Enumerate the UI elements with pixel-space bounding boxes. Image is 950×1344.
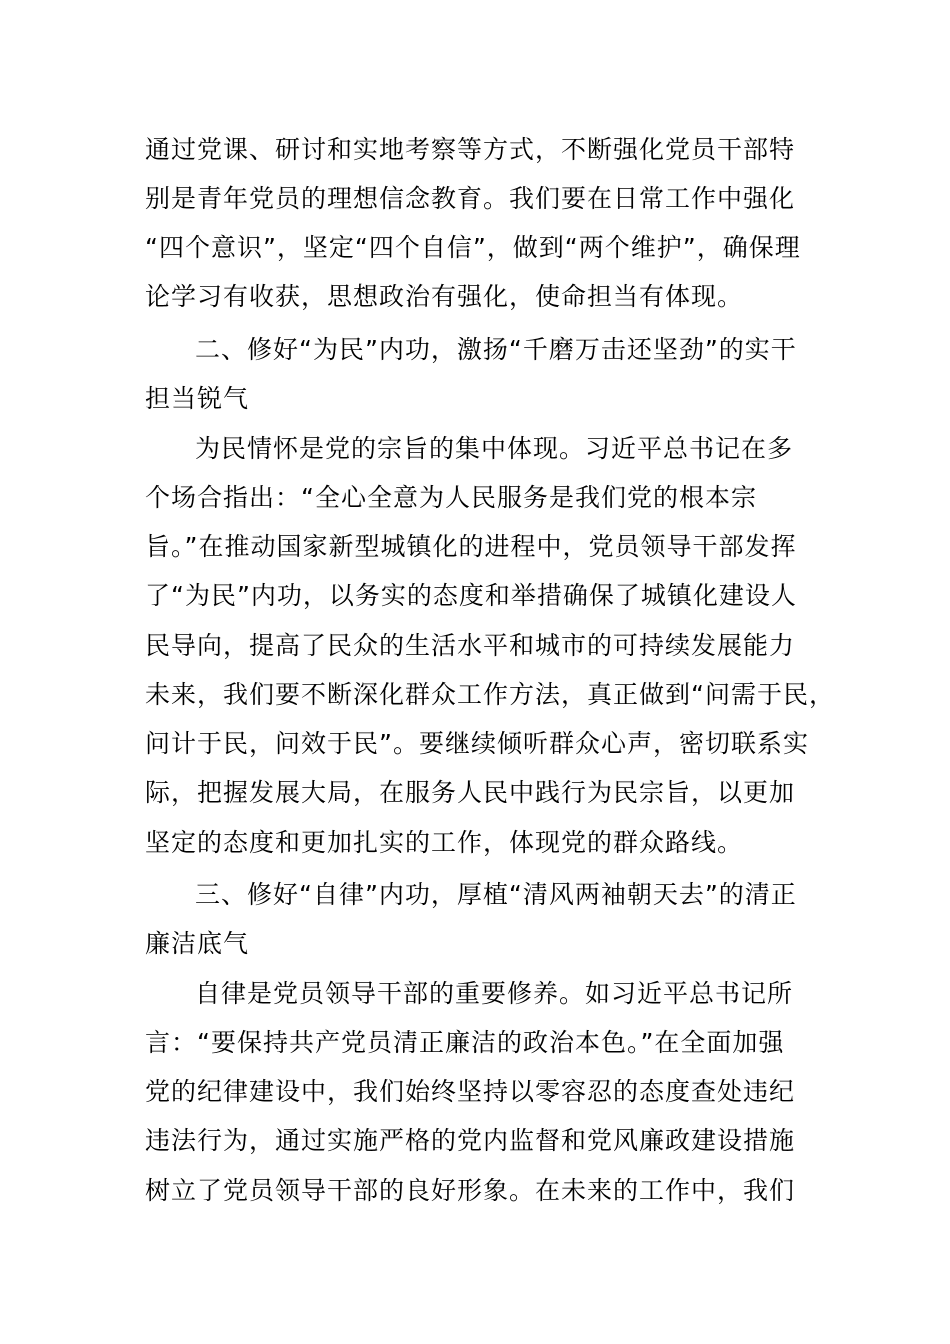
text-line: 未来，我们要不断深化群众工作方法，真正做到“问需于民， <box>145 680 835 709</box>
text-line: 问计于民，问效于民”。要继续倾听群众心声，密切联系实 <box>145 729 809 758</box>
text-line: “四个意识”，坚定“四个自信”，做到“两个维护”，确保理 <box>145 233 801 262</box>
text-line: 别是青年党员的理想信念教育。我们要在日常工作中强化 <box>145 184 796 213</box>
section-heading-3-cont: 廉洁底气 <box>145 929 250 958</box>
text-line: 违法行为，通过实施严格的党内监督和党风廉政建设措施 <box>145 1126 796 1155</box>
text-line: 个场合指出：“全心全意为人民服务是我们党的根本宗 <box>145 483 757 512</box>
section-heading-2-cont: 担当锐气 <box>145 384 250 413</box>
text-line: 坚定的态度和更加扎实的工作，体现党的群众路线。 <box>145 828 744 857</box>
section-heading-2: 二、修好“为民”内功，激扬“千磨万击还坚劲”的实干 <box>195 335 797 364</box>
text-line: 民导向，提高了民众的生活水平和城市的可持续发展能力 <box>145 631 796 660</box>
paragraph-start: 自律是党员领导干部的重要修养。如习近平总书记所 <box>195 979 794 1008</box>
section-heading-3: 三、修好“自律”内功，厚植“清风两袖朝天去”的清正 <box>195 880 797 909</box>
text-line: 旨。”在推动国家新型城镇化的进程中，党员领导干部发挥 <box>145 532 797 561</box>
text-line: 言：“要保持共产党员清正廉洁的政治本色。”在全面加强 <box>145 1028 785 1057</box>
text-line: 际，把握发展大局，在服务人民中践行为民宗旨，以更加 <box>145 778 796 807</box>
text-line: 了“为民”内功，以务实的态度和举措确保了城镇化建设人 <box>145 581 797 610</box>
text-line: 论学习有收获，思想政治有强化，使命担当有体现。 <box>145 282 744 311</box>
text-line: 党的纪律建设中，我们始终坚持以零容忍的态度查处违纪 <box>145 1077 796 1106</box>
text-line: 树立了党员领导干部的良好形象。在未来的工作中，我们 <box>145 1176 796 1205</box>
paragraph-start: 为民情怀是党的宗旨的集中体现。习近平总书记在多 <box>195 434 794 463</box>
text-line: 通过党课、研讨和实地考察等方式，不断强化党员干部特 <box>145 135 796 164</box>
